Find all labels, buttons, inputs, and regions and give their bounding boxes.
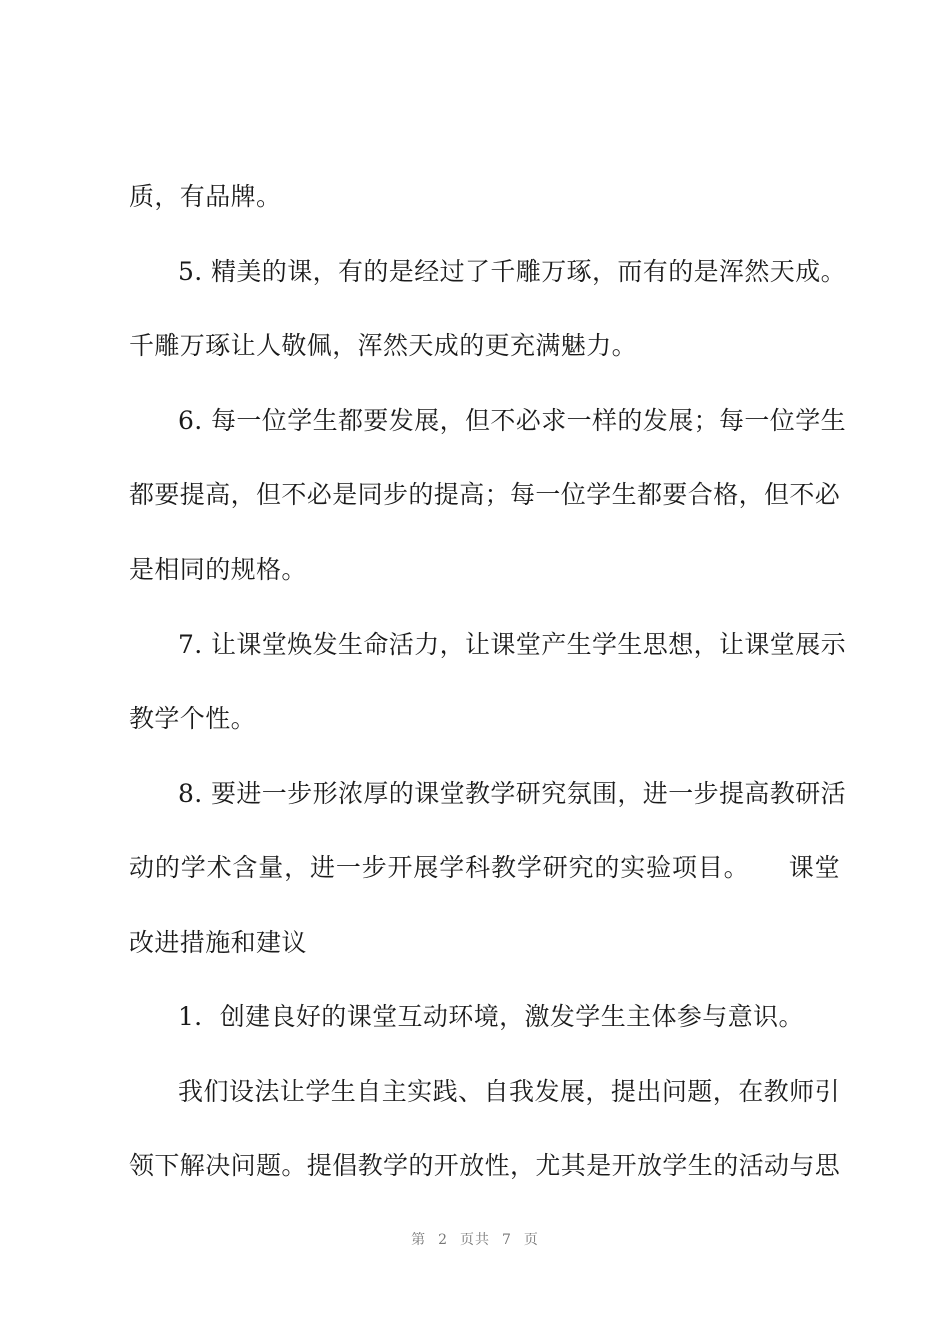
paragraph-line: 质，有品牌。 [129, 182, 282, 211]
footer-page-number: 2 [438, 1232, 448, 1248]
paragraph-line: 动的学术含量，进一步开展学科教学研究的实验项目。 课堂 [129, 853, 840, 882]
paragraph-line: 领下解决问题。提倡教学的开放性，尤其是开放学生的活动与思 [129, 1151, 841, 1180]
footer-suffix: 页 [523, 1232, 539, 1248]
paragraph-line: 是相同的规格。 [129, 555, 307, 584]
footer-prefix: 第 [411, 1232, 427, 1248]
paragraph-line: 我们设法让学生自主实践、自我发展，提出问题，在教师引 [178, 1077, 840, 1106]
paragraph-line: 5. 精美的课，有的是经过了千雕万琢，而有的是浑然天成。 [178, 257, 847, 286]
paragraph-line: 1．创建良好的课堂互动环境，激发学生主体参与意识。 [178, 1002, 804, 1031]
paragraph-line: 7. 让课堂焕发生命活力，让课堂产生学生思想，让课堂展示 [178, 630, 847, 659]
section-heading-line: 改进措施和建议 [129, 928, 307, 957]
paragraph-line: 都要提高，但不必是同步的提高；每一位学生都要合格，但不必 [129, 480, 841, 509]
paragraph-line: 千雕万琢让人敬佩，浑然天成的更充满魅力。 [129, 331, 638, 360]
footer-middle: 页共 [460, 1232, 490, 1248]
paragraph-line: 教学个性。 [129, 704, 257, 733]
paragraph-line: 6. 每一位学生都要发展，但不必求一样的发展；每一位学生 [178, 406, 847, 435]
page-footer [0, 1229, 950, 1249]
paragraph-line: 8. 要进一步形浓厚的课堂教学研究氛围，进一步提高教研活 [178, 779, 847, 808]
footer-total-pages: 7 [502, 1232, 512, 1248]
